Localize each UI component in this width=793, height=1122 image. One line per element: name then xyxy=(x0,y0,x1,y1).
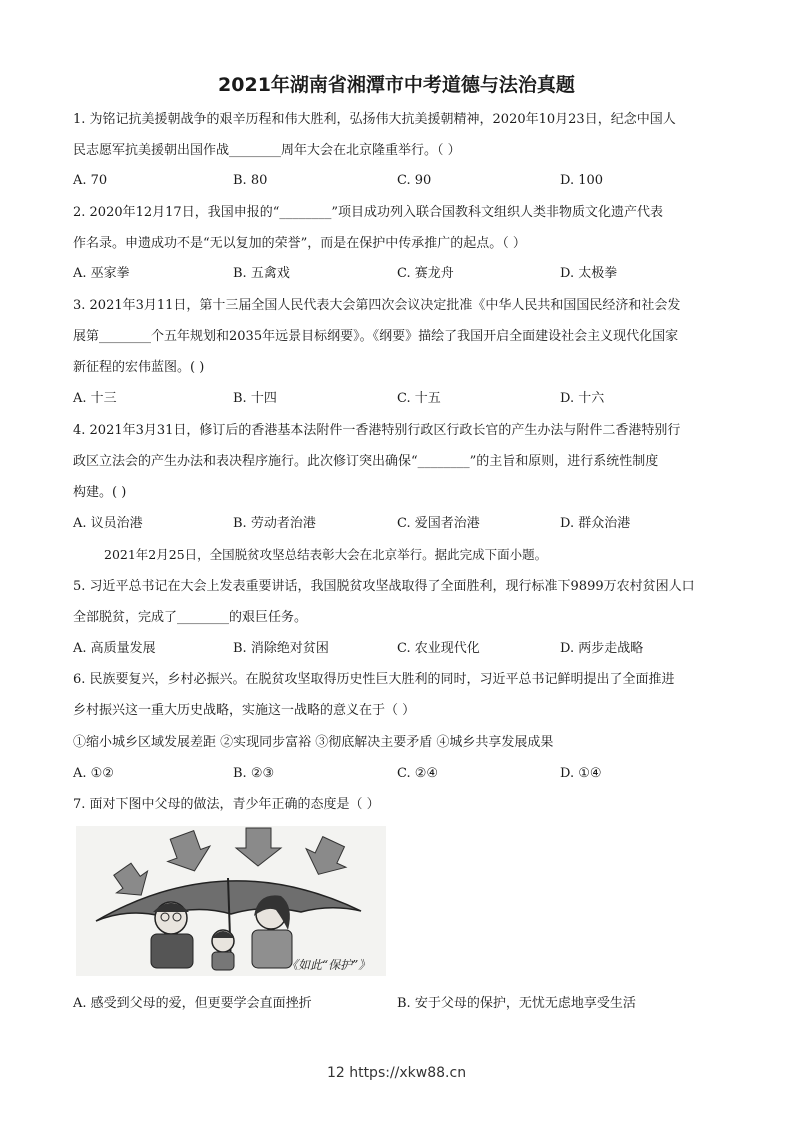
page-title: 2021年湖南省湘潭市中考道德与法治真题 xyxy=(218,74,575,96)
cartoon-image xyxy=(76,826,386,976)
q2-option-c[interactable]: C. 赛龙舟 xyxy=(397,266,454,281)
q1-option-c[interactable]: C. 90 xyxy=(397,173,432,188)
q5-option-d[interactable]: D. 两步走战略 xyxy=(560,641,644,656)
q1-options xyxy=(73,172,753,190)
q4-options xyxy=(73,515,753,533)
q5-option-b[interactable]: B. 消除绝对贫困 xyxy=(233,641,329,656)
q6-line-2: 乡村振兴这一重大历史战略，实施这一战略的意义在于（ ） xyxy=(73,703,416,718)
q1-option-d[interactable]: D. 100 xyxy=(560,173,604,188)
q1-option-b[interactable]: B. 80 xyxy=(233,173,268,188)
q3-option-c[interactable]: C. 十五 xyxy=(397,391,441,406)
q6-options xyxy=(73,765,753,783)
q3-line-3: 新征程的宏伟蓝图。( ) xyxy=(73,360,205,375)
q4-line-1: 4. 2021年3月31日，修订后的香港基本法附件一香港特别行政区行政长官的产生办法与附件二香港特别行 xyxy=(73,423,681,438)
q2-options xyxy=(73,265,753,283)
q6-option-a[interactable]: A. ①② xyxy=(73,766,114,781)
q2-option-b[interactable]: B. 五禽戏 xyxy=(233,266,290,281)
q4-line-3: 构建。( ) xyxy=(73,485,127,500)
page-footer: 12 https://xkw88.cn xyxy=(326,1065,467,1081)
q7-options xyxy=(73,995,753,1013)
q6-line-3: ①缩小城乡区域发展差距 ②实现同步富裕 ③彻底解决主要矛盾 ④城乡共享发展成果 xyxy=(73,735,554,750)
q2-line-1: 2. 2020年12月17日，我国申报的“________”项目成功列入联合国教科文组织人类非物质文化遗产代表 xyxy=(73,205,663,220)
q4-line-2: 政区立法会的产生办法和表决程序施行。此次修订突出确保“________”的主旨和原则，进行系统性制度 xyxy=(73,454,659,469)
q5-options xyxy=(73,640,753,658)
q2-option-d[interactable]: D. 太极拳 xyxy=(560,266,618,281)
q6-option-c[interactable]: C. ②④ xyxy=(397,766,439,781)
q2-line-2: 作名录。申遗成功不是“无以复加的荣誉”，而是在保护中传承推广的起点。（ ） xyxy=(73,236,526,251)
q6-line-1: 6. 民族要复兴，乡村必振兴。在脱贫攻坚取得历史性巨大胜利的同时，习近平总书记鲜明提出了全面推进 xyxy=(73,672,675,687)
q3-line-1: 3. 2021年3月11日，第十三届全国人民代表大会第四次会议决定批准《中华人民共和国国民经济和社会发 xyxy=(73,298,681,313)
q7-option-b[interactable]: B. 安于父母的保护，无忧无虑地享受生活 xyxy=(397,996,636,1011)
q4-option-a[interactable]: A. 议员治港 xyxy=(73,516,143,531)
q5-line-2: 全部脱贫，完成了________的艰巨任务。 xyxy=(73,610,308,625)
q3-line-2: 展第________个五年规划和2035年远景目标纲要》。《纲要》描绘了我国开启全面建设社会主义现代化国家 xyxy=(73,329,679,344)
q4-option-d[interactable]: D. 群众治港 xyxy=(560,516,631,531)
q1-line-1: 1. 为铭记抗美援朝战争的艰辛历程和伟大胜利，弘扬伟大抗美援朝精神，2020年10月23日，纪念中国人 xyxy=(73,112,676,127)
q3-option-b[interactable]: B. 十四 xyxy=(233,391,277,406)
q6-option-d[interactable]: D. ①④ xyxy=(560,766,602,781)
q5-option-a[interactable]: A. 高质量发展 xyxy=(73,641,156,656)
q5-option-c[interactable]: C. 农业现代化 xyxy=(397,641,480,656)
q4-option-b[interactable]: B. 劳动者治港 xyxy=(233,516,316,531)
cartoon-illustration xyxy=(76,826,386,976)
cartoon-caption: 《如此“保护”》 xyxy=(286,958,371,972)
q6-option-b[interactable]: B. ②③ xyxy=(233,766,275,781)
q1-option-a[interactable]: A. 70 xyxy=(73,173,108,188)
q4-option-c[interactable]: C. 爱国者治港 xyxy=(397,516,480,531)
q3-option-d[interactable]: D. 十六 xyxy=(560,391,605,406)
q7-option-a[interactable]: A. 感受到父母的爱，但更要学会直面挫折 xyxy=(73,996,312,1011)
q2-option-a[interactable]: A. 巫家拳 xyxy=(73,266,130,281)
context-note: 2021年2月25日，全国脱贫攻坚总结表彰大会在北京举行。据此完成下面小题。 xyxy=(104,547,548,562)
q3-option-a[interactable]: A. 十三 xyxy=(73,391,117,406)
q1-line-2: 民志愿军抗美援朝出国作战________周年大会在北京隆重举行。（ ） xyxy=(73,143,461,158)
q3-options xyxy=(73,390,753,408)
q5-line-1: 5. 习近平总书记在大会上发表重要讲话，我国脱贫攻坚战取得了全面胜利，现行标准下9899万农村贫困人口 xyxy=(73,579,695,594)
q7-line-1: 7. 面对下图中父母的做法，青少年正确的态度是（ ） xyxy=(73,797,380,812)
